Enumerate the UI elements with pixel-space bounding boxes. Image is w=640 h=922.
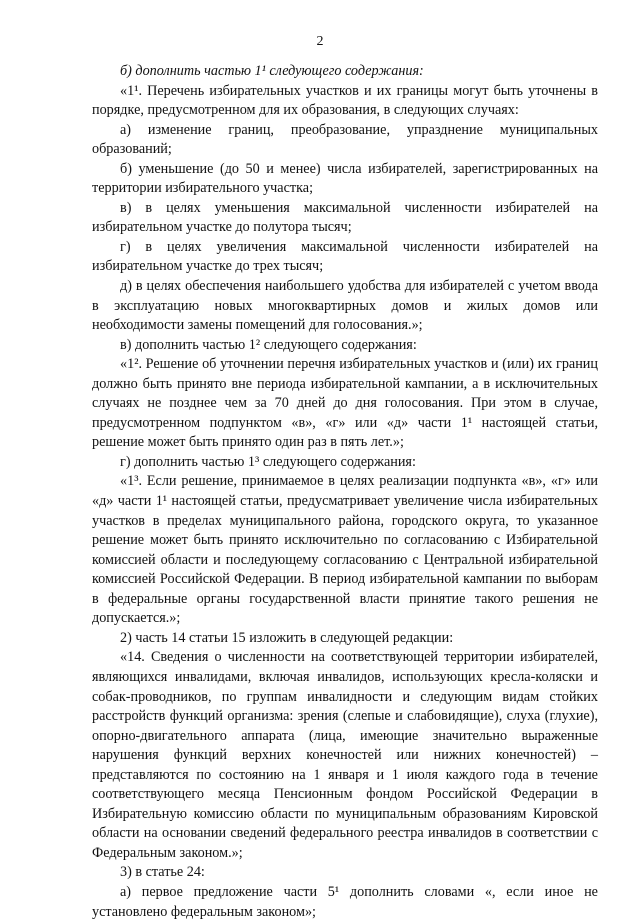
- paragraph-p1a: а) изменение границ, преобразование, упразднение муниципальных образований;: [92, 121, 598, 158]
- paragraph-p1: «1¹. Перечень избирательных участков и их границы могут быть уточнены в порядке, предусмотренном для их образования, в следующих случаях:: [92, 82, 598, 119]
- paragraph-v: в) дополнить частью 1² следующего содержания:: [120, 336, 417, 353]
- paragraph-s3a: а) первое предложение части 5¹ дополнить словами «, если иное не установлено федеральным законом»;: [92, 883, 598, 920]
- paragraph-s2: 2) часть 14 статьи 15 изложить в следующей редакции:: [120, 629, 454, 646]
- paragraph-p2: «1². Решение об уточнении перечня избирательных участков и (или) их границ должно быть принято вне периода избирательной кампании, а в исключительных случаях не позднее чем за 70 дней до дня голосования. При этом в случае, предусмотренном подпунктом «в», «г» или «д» части 1¹ настоящей статьи, решение может быть принято один раз в пять лет.»;: [92, 356, 598, 451]
- paragraph-p14: «14. Сведения о численности на соответствующей территории избирателей, являющихся инвалидами, включая инвалидов, использующих кресла-коляски и собак-проводников, по группам инвалидности и следующим видам стойких расстройств функций организма: зрения (слепые и слабовидящие), слуха (глухие), опорно-двигательного аппарата (лица, имеющие значительно выраженные нарушения функций верхних конечностей или нижних конечностей) – представляются по состоянию на 1 января и 1 июля каждого года в течение соответствующего месяца Пенсионным фондом Российской Федерации в Избирательную комиссию области по муниципальным образованиям Кировской области на основании сведений федерального реестра инвалидов в соответствии с Федеральным законом.»;: [92, 649, 598, 861]
- paragraph-b: б) дополнить частью 1¹ следующего содержания:: [120, 63, 424, 79]
- paragraph-p1e: д) в целях обеспечения наибольшего удобства для избирателей с учетом ввода в эксплуатацию новых многоквартирных домов и жилых домов или необходимости замены помещений для голосования.»;: [92, 278, 598, 334]
- paragraph-p1b: б) уменьшение (до 50 и менее) числа избирателей, зарегистрированных на территории избирательного участка;: [92, 160, 598, 197]
- paragraph-p1c: в) в целях уменьшения максимальной численности избирателей на избирательном участке до полутора тысяч;: [92, 199, 598, 236]
- paragraph-s3: 3) в статье 24:: [120, 864, 205, 881]
- paragraph-g: г) дополнить частью 1³ следующего содержания:: [120, 453, 416, 470]
- page-number: 2: [316, 34, 324, 49]
- paragraph-p3: «1³. Если решение, принимаемое в целях реализации подпункта «в», «г» или «д» части 1¹ настоящей статьи, предусматривает увеличение числа избирательных участков в пределах муниципального района, городского округа, то указанное решение может быть принято исключительно по согласованию с Избирательной комиссией области и последующему согласованию с Центральной избирательной комиссией Российской Федерации. В период избирательной кампании по выборам в федеральные органы государственной власти принятие такого решения не допускается.»;: [92, 473, 598, 627]
- paragraph-p1d: г) в целях увеличения максимальной численности избирателей на избирательном участке до трех тысяч;: [92, 238, 598, 275]
- document-body: [92, 62, 598, 922]
